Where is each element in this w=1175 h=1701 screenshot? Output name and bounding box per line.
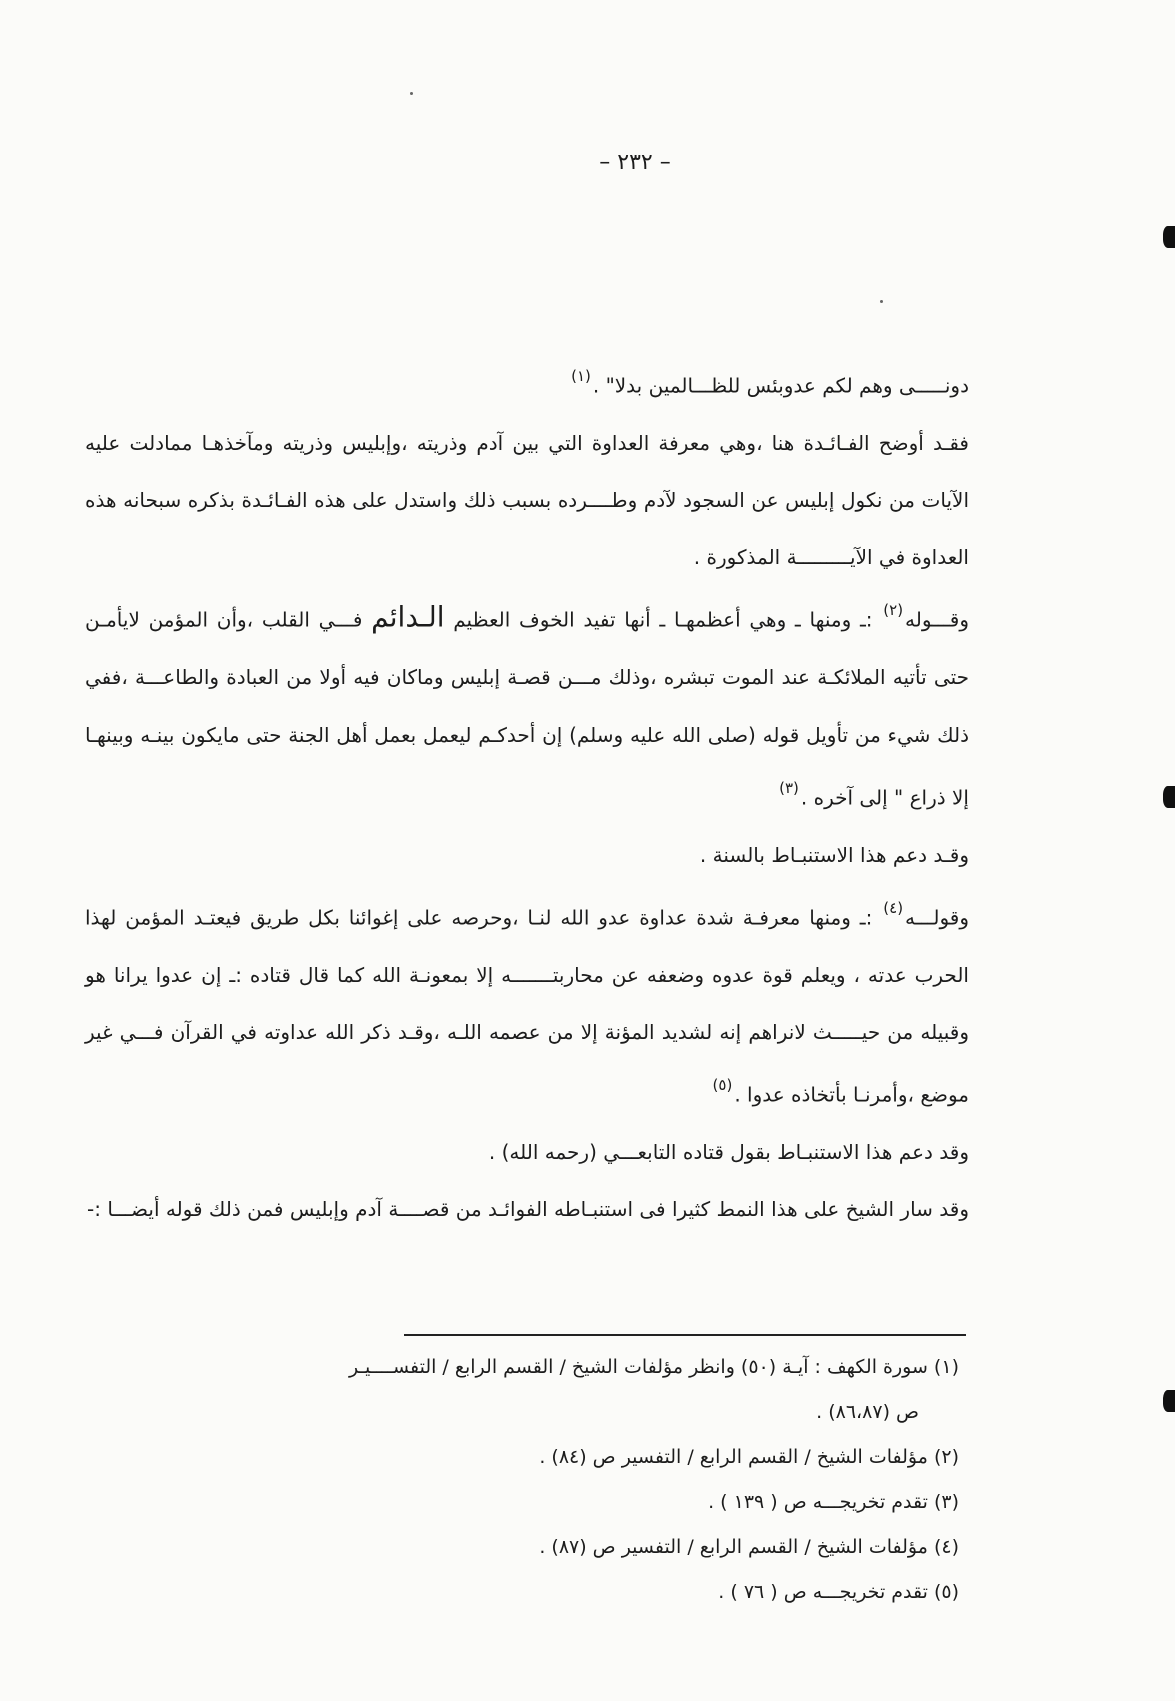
paragraph bbox=[85, 884, 969, 1124]
paragraph bbox=[85, 1181, 969, 1238]
footnote-marker: (٤) bbox=[883, 898, 904, 917]
paragraph-text: وقد دعم هذا الاستنبـاط بقول قتاده التابعـــي (رحمه الله) . bbox=[488, 1139, 969, 1164]
footnote-line: (٥) تقدم تخريجـــه ص ( ٧٦ ) . bbox=[718, 1581, 959, 1603]
scan-edge-mark bbox=[1163, 786, 1175, 808]
footnote-line: (٤) مؤلفات الشيخ / القسم الرابع / التفسير ص (٨٧) . bbox=[539, 1536, 959, 1558]
paragraph-text: دونـــــى وهم لكم عدوبئس للظـــالمين بدلا" . bbox=[592, 373, 969, 398]
footnote-line: (١) سورة الكهف : آيـة (٥٠) وانظر مؤلفات الشيخ / القسم الرابع / التفســــيـر bbox=[348, 1356, 959, 1378]
footnote-line: (٢) مؤلفات الشيخ / القسم الرابع / التفسير ص (٨٤) . bbox=[539, 1446, 959, 1468]
footnote-divider bbox=[404, 1334, 966, 1336]
paragraph bbox=[85, 352, 969, 415]
body-text bbox=[85, 352, 969, 1238]
paragraph-text: :ـ ومنها معرفـة شدة عداوة عدو الله لنـا ،وحرصه على إغوائنا بكل طريق فيعتـد المؤمن لهذا الحرب عدته ، ويعلم قوة عدوه وضعفه عن محاربتـــــــه إلا بمعونـة الله كما قال قتاده :ـ إن عدوا يرانا هو وقبيله من حيـــــث لانراهم إنه لشديد المؤنة إلا من عصمه اللـه ،وقـد ذكر الله عداوته في القرآن فـــي غير موضع ،وأمرنـا بأتخاذه عدوا . bbox=[85, 905, 969, 1107]
paragraph-text: :ـ ومنها ـ وهي أعظمهـا ـ أنها تفيد الخوف العظيم bbox=[444, 608, 882, 633]
footnote-marker: (٣) bbox=[779, 778, 799, 797]
paragraph-text: وقد سار الشيخ على هذا النمط كثيرا فى استنبـاطه الفوائـد من قصــــة آدم وإبليس فمن ذلك قوله أيضـــا :- bbox=[87, 1197, 969, 1222]
footnote-marker: (٥) bbox=[712, 1076, 733, 1095]
footnote-line: ص (٨٦،٨٧) . bbox=[816, 1401, 919, 1423]
page-number: – ٢٣٢ – bbox=[599, 150, 671, 175]
scan-edge-mark bbox=[1163, 1390, 1175, 1412]
paragraph-text: وقـد دعم هذا الاستنبـاط بالسنة . bbox=[699, 842, 969, 867]
scan-speck bbox=[410, 92, 413, 95]
paragraph-text: وقـــوله bbox=[905, 608, 969, 633]
paragraph-text: فقـد أوضح الفـائـدة هنا ،وهي معرفة العداوة التي بين آدم وذريته ،وإبليس وذريته ومآخذهـا ممادلت عليه الآيات من نكول إبليس عن السجود لآدم وطــــرده بسبب ذلك واستدل على هذه الفـائـدة بذكره سبحانه هذه العداوة في الآيـــــــــة المذكورة . bbox=[85, 430, 969, 570]
emphasized-word: الـدائم bbox=[371, 601, 445, 635]
paragraph bbox=[85, 1124, 969, 1181]
footnotes bbox=[95, 1345, 959, 1615]
paragraph bbox=[85, 586, 969, 826]
footnote-marker: (١) bbox=[571, 367, 591, 385]
footnote-line: (٣) تقدم تخريجـــه ص ( ١٣٩ ) . bbox=[708, 1491, 959, 1513]
paragraph bbox=[85, 827, 969, 884]
scan-edge-mark bbox=[1163, 226, 1175, 248]
paragraph bbox=[85, 415, 969, 587]
paragraph-text: فـــي القلب ،وأن المؤمن لايأمـن حتى تأتيه الملائكـة عند الموت تبشره ،وذلك مـــن قصـة إبليس وماكان فيه أولا من العبادة والطاعـــة ،ففي ذلك شيء من تأويل قوله (صلى الله عليه وسلم) إن أحدكـم ليعمل بعمل أهل الجنة حتى مايكون بينـه وبينهـا إلا ذراع " إلى آخره . bbox=[85, 608, 969, 810]
footnote-marker: (٢) bbox=[883, 601, 904, 620]
paragraph-text: وقولـــه bbox=[905, 905, 969, 930]
scan-speck bbox=[880, 300, 883, 303]
